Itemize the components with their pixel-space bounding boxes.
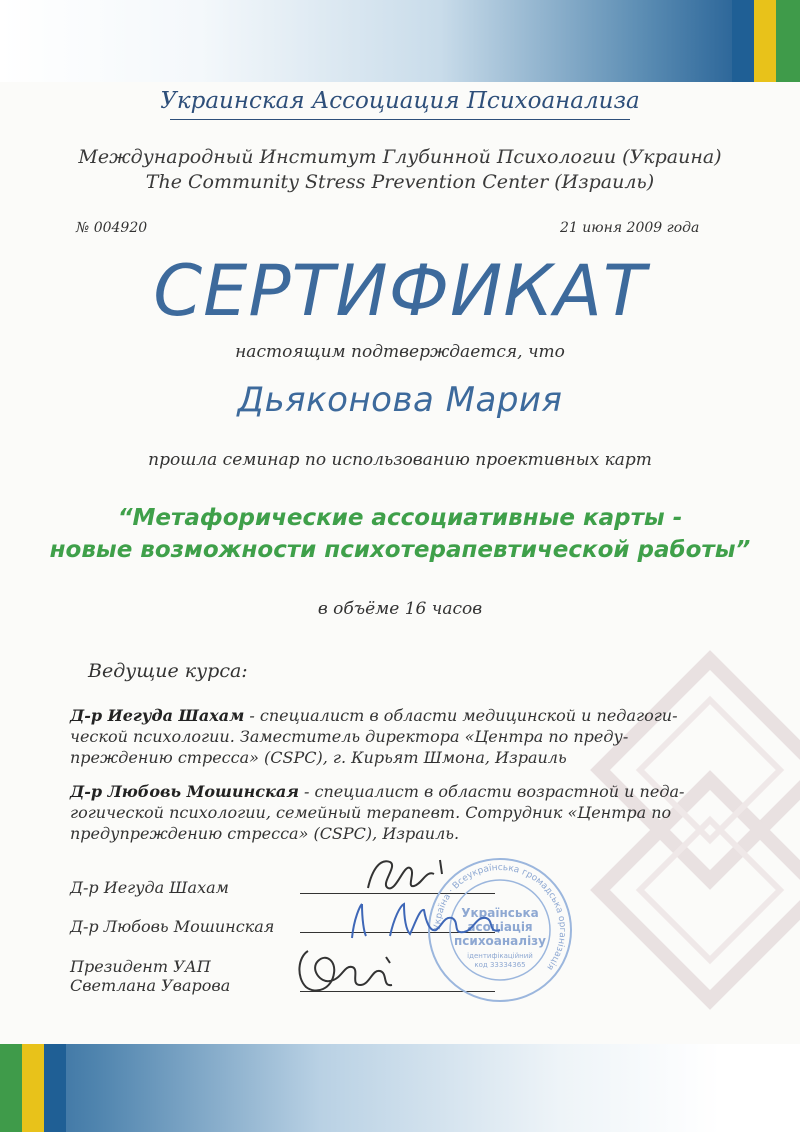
- institute-name: Международный Институт Глубинной Психологии (Украина): [78, 146, 722, 168]
- course-title-line2: новые возможности психотерапевтической работы”: [49, 537, 751, 563]
- handwritten-signature-shaham: [350, 850, 460, 900]
- signature-label-president: Президент УАП: [70, 957, 211, 976]
- stamp-line2: асоціація: [467, 920, 533, 934]
- stamp-line3: психоаналізу: [454, 934, 546, 948]
- stamp-line1: Українська: [461, 906, 539, 920]
- leader-desc: предупреждению стресса» (CSPC), Израиль.: [70, 824, 460, 843]
- leader-description: [70, 705, 740, 768]
- top-stripe-green: [776, 0, 800, 82]
- top-stripe-blue: [732, 0, 754, 82]
- stamp-outer-text: Україна · Всеукраїнська громадська організація: [432, 862, 568, 972]
- leader-desc: - специалист в области возрастной и педа-: [298, 782, 685, 801]
- certificate-date: 21 июня 2009 года: [560, 220, 700, 236]
- bottom-stripe-blue: [44, 1044, 66, 1132]
- seminar-text: прошла семинар по использованию проективных карт: [148, 450, 652, 470]
- association-underline: [170, 119, 630, 120]
- top-decorative-band: [0, 0, 800, 82]
- signature-label-shaham: Д-р Иегуда Шахам: [70, 878, 229, 897]
- course-title-line1: “Метафорические ассоциативные карты -: [117, 505, 683, 531]
- top-stripe-yellow: [754, 0, 776, 82]
- leader-name: Д-р Любовь Мошинская: [70, 782, 299, 801]
- leader-name: Д-р Иегуда Шахам: [70, 706, 245, 725]
- leader-desc: преждению стресса» (CSPC), г. Кирьят Шмона, Израиль: [70, 748, 567, 767]
- bottom-stripe-yellow: [22, 1044, 44, 1132]
- confirm-text: настоящим подтверждается, что: [235, 342, 565, 362]
- handwritten-signature-president: [290, 943, 410, 1003]
- leader-description: [70, 781, 740, 844]
- stamp-code: код 33334365: [474, 961, 526, 969]
- certificate-title: СЕРТИФИКАТ: [153, 250, 647, 332]
- leader-desc: ческой психологии. Заместитель директора «Центра по преду-: [70, 727, 629, 746]
- signature-label-moshinskaya: Д-р Любовь Мошинская: [70, 917, 275, 936]
- leader-line: [70, 781, 740, 802]
- bottom-decorative-band: [0, 1044, 800, 1132]
- leaders-heading: Ведущие курса:: [88, 660, 248, 682]
- association-name: Украинская Ассоциация Психоанализа: [160, 88, 640, 114]
- certificate-number: № 004920: [76, 220, 148, 236]
- signature-label-president-name: Светлана Уварова: [70, 976, 231, 995]
- stamp-code-label: ідентифікаційний: [467, 952, 533, 960]
- leader-desc: гогической психологии, семейный терапевт. Сотрудник «Центра по: [70, 803, 672, 822]
- leader-line: [70, 705, 740, 726]
- center-name: The Community Stress Prevention Center (Израиль): [145, 171, 655, 193]
- bottom-stripe-green: [0, 1044, 22, 1132]
- course-hours: в объёме 16 часов: [317, 599, 483, 619]
- recipient-name: Дьяконова Мария: [237, 380, 563, 420]
- handwritten-signature-moshinskaya: [340, 898, 510, 946]
- leader-desc: - специалист в области медицинской и педагоги-: [244, 706, 678, 725]
